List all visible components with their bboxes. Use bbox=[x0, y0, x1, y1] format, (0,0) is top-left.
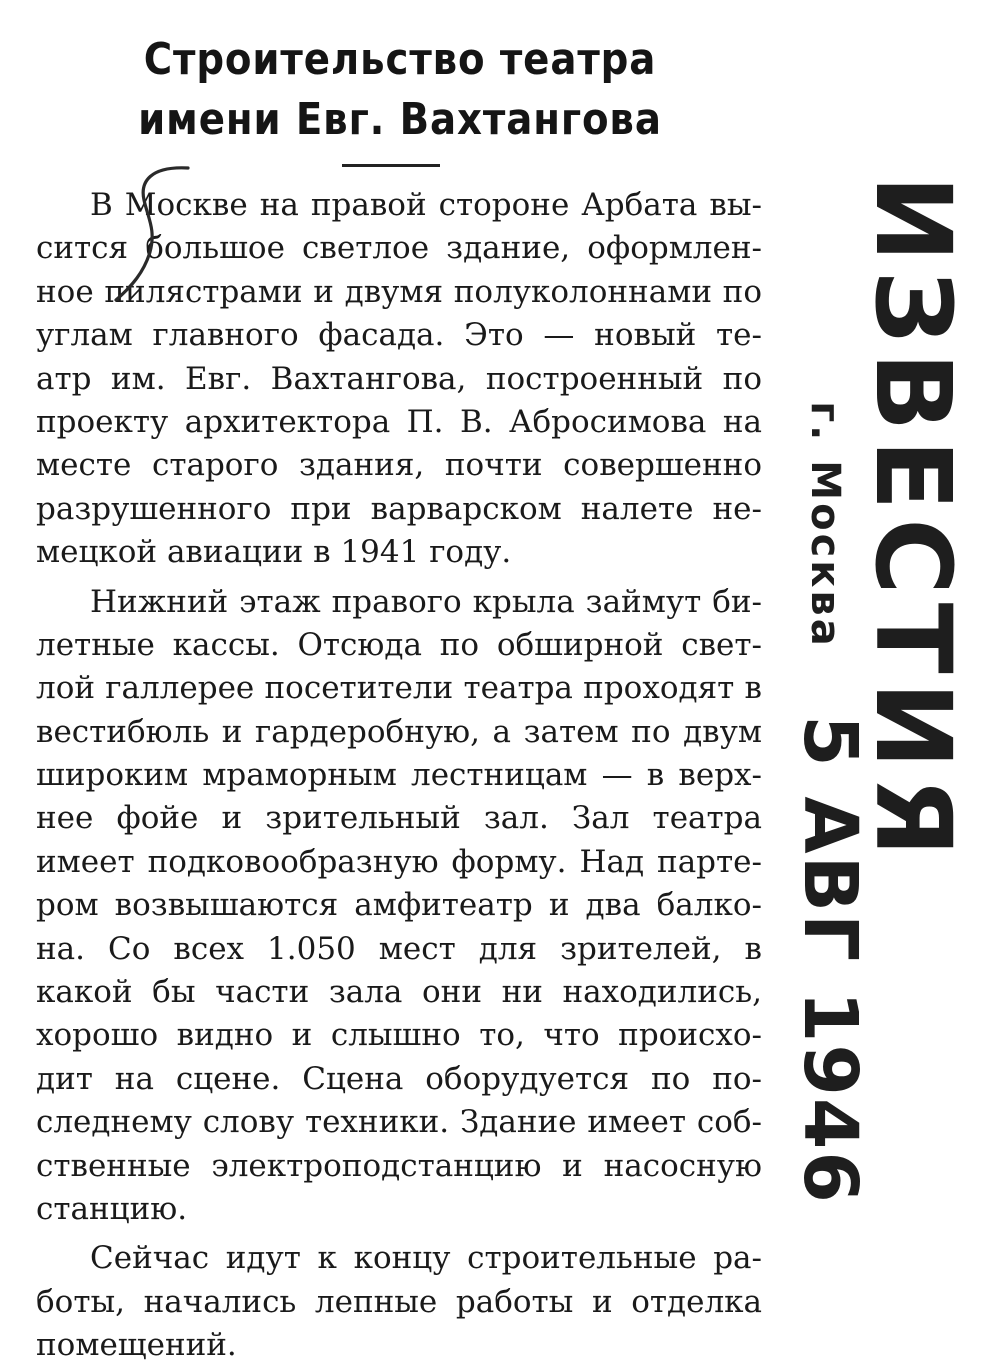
article-line: какой бы части зала они ни находились, bbox=[36, 974, 762, 1011]
article-line: вестибюль и гардеробную, а затем по двум bbox=[36, 713, 762, 750]
article-line: широким мраморным лестницам — в верх- bbox=[36, 757, 762, 794]
article-line: Нижний этаж правого крыла займут би- bbox=[90, 583, 762, 620]
article-line: атр им. Евг. Вахтангова, построенный по bbox=[36, 360, 762, 397]
article-line: Сейчас идут к концу строительные ра- bbox=[90, 1240, 762, 1277]
article-line: боты, начались лепные работы и отделка bbox=[36, 1283, 762, 1320]
article-line: на. Со всех 1.050 мест для зрителей, в bbox=[36, 930, 762, 967]
stamp-date-text: 5 АВГ 1946 bbox=[787, 715, 873, 1205]
article-line: ственные электроподстанцию и насосную bbox=[36, 1147, 762, 1184]
stamp-date bbox=[780, 715, 880, 1205]
headline-divider bbox=[342, 164, 440, 167]
stamp-newspaper-name bbox=[852, 175, 974, 865]
article-line: помещений. bbox=[36, 1327, 237, 1364]
pencil-annotation-icon bbox=[110, 160, 220, 310]
article-line: нее фойе и зрительный зал. Зал театра bbox=[36, 800, 762, 837]
article-line: лой галлерее посетители театра проходят в bbox=[36, 670, 762, 707]
article-line: мецкой авиации в 1941 году. bbox=[36, 534, 512, 571]
article-line: дит на сцене. Сцена оборудуется по по- bbox=[36, 1060, 762, 1097]
article-line: ное пилястрами и двумя полуколоннами по bbox=[36, 273, 762, 310]
article-line: хорошо видно и слышно то, что происхо- bbox=[36, 1017, 762, 1054]
stamp-city-text: г. Москва bbox=[802, 401, 848, 649]
article-body bbox=[36, 184, 762, 1368]
article-line: проекту архитектора П. В. Абросимова на bbox=[36, 403, 762, 440]
stamp-city bbox=[790, 400, 860, 650]
article-line: летные кассы. Отсюда по обширной свет- bbox=[36, 626, 762, 663]
stamp-newspaper-text: ИЗВЕСТИЯ bbox=[852, 175, 974, 865]
headline-line-1: Строительство театра bbox=[143, 34, 657, 85]
article-line: разрушенного при варварском налете не- bbox=[36, 490, 762, 527]
article-line: имеет подковообразную форму. Над парте- bbox=[36, 843, 762, 880]
article-line: углам главного фасада. Это — новый те- bbox=[36, 317, 762, 354]
article-line: В Москве на правой стороне Арбата вы- bbox=[90, 187, 762, 223]
article-line: месте старого здания, почти совершенно bbox=[36, 447, 762, 484]
article-line: ром возвышаются амфитеатр и два балко- bbox=[36, 887, 762, 924]
article-line: следнему слову техники. Здание имеет соб- bbox=[36, 1104, 762, 1141]
article-line: сится большое светлое здание, оформлен- bbox=[36, 230, 762, 267]
headline-line-2: имени Евг. Вахтангова bbox=[138, 94, 662, 145]
article-line: станцию. bbox=[36, 1190, 188, 1227]
